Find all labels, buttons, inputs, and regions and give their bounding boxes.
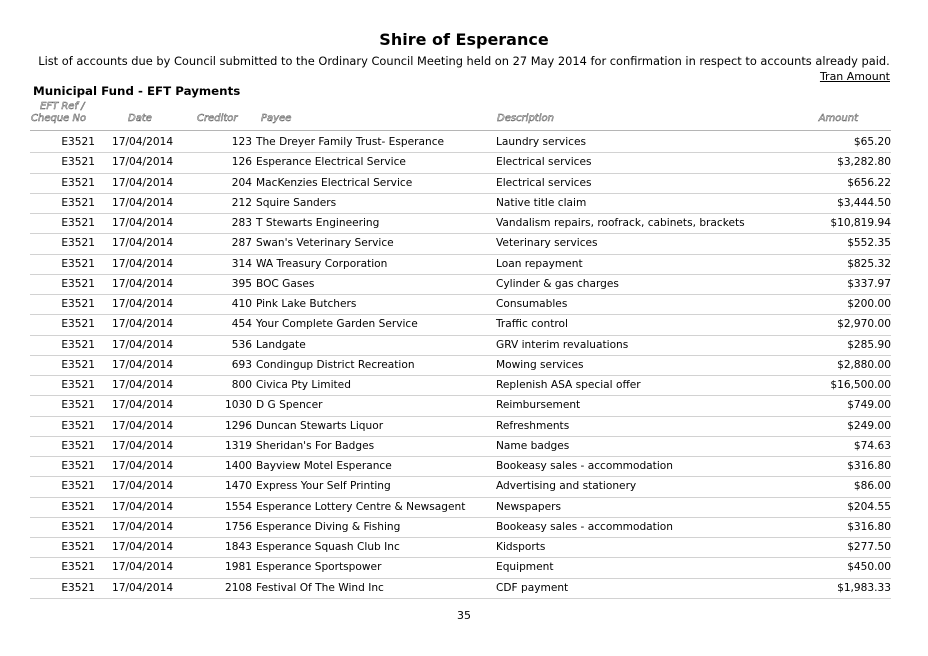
cell-amount: $656.22 [847,176,891,189]
cell-payee: Condingup District Recreation [256,358,415,371]
cell-description: CDF payment [496,581,569,594]
cell-eft-ref: E3521 [61,379,95,391]
cell-payee: Sheridan's For Badges [256,439,375,452]
cell-description: Advertising and stationery [496,480,637,493]
table-row [30,498,891,518]
cell-description: Consumables [496,298,568,310]
table-row [30,538,891,558]
cell-eft-ref: E3521 [61,500,95,513]
cell-description: Bookeasy sales - accommodation [496,520,673,533]
table-row [30,153,891,173]
cell-eft-ref: E3521 [61,156,95,169]
cell-creditor: 1843 [225,541,252,553]
cell-payee: Bayview Motel Esperance [256,460,392,472]
cell-date: 17/04/2014 [112,196,174,209]
cell-payee: Civica Pty Limited [256,379,351,391]
cell-creditor: 314 [231,257,252,270]
cell-description: Laundry services [496,136,587,148]
page-subtitle: List of accounts due by Council submitted to the Ordinary Council Meeting held on 27 May 2014 for confirmation in respect to accounts already paid. [38,54,890,68]
table-row [30,214,891,234]
table-row [30,437,891,457]
cell-payee: MacKenzies Electrical Service [256,176,413,189]
cell-payee: Express Your Self Printing [256,480,391,493]
cell-amount: $74.63 [853,439,891,452]
cell-creditor: 1400 [225,460,252,472]
cell-date: 17/04/2014 [112,399,174,412]
cell-creditor: 410 [231,298,252,310]
cell-description: Equipment [496,561,554,574]
cell-eft-ref: E3521 [61,561,95,574]
cell-creditor: 204 [231,176,252,189]
cell-creditor: 2108 [225,581,252,594]
cell-description: Reimbursement [496,399,581,412]
cell-description: Veterinary services [496,237,598,250]
table-row [30,133,891,153]
cell-payee: Your Complete Garden Service [256,318,418,331]
cell-amount: $825.32 [847,257,891,270]
cell-payee: D G Spencer [256,399,323,412]
cell-creditor: 283 [231,217,252,229]
cell-description: Name badges [496,439,570,452]
cell-date: 17/04/2014 [112,358,174,371]
cell-eft-ref: E3521 [61,460,95,472]
cell-creditor: 123 [231,136,252,148]
cell-description: Cylinder & gas charges [496,277,619,290]
cell-creditor: 287 [231,237,252,250]
cell-date: 17/04/2014 [112,136,174,148]
cell-date: 17/04/2014 [112,217,174,229]
table-row [30,518,891,538]
cell-description: Traffic control [496,318,568,331]
cell-eft-ref: E3521 [61,358,95,371]
table-row [30,295,891,315]
cell-eft-ref: E3521 [61,520,95,533]
cell-creditor: 212 [231,196,252,209]
cell-eft-ref: E3521 [61,581,95,594]
cell-amount: $749.00 [847,399,891,412]
cell-date: 17/04/2014 [112,500,174,513]
cell-amount: $1,983.33 [837,581,891,594]
cell-payee: Esperance Squash Club Inc [256,541,400,553]
cell-eft-ref: E3521 [61,217,95,229]
cell-payee: Squire Sanders [256,196,337,209]
cell-amount: $450.00 [847,561,891,574]
page-title: Shire of Esperance [379,30,549,49]
table-row [30,194,891,214]
column-header-creditor: Creditor [197,113,238,124]
column-header-eft-ref: EFT Ref / [40,101,85,112]
cell-date: 17/04/2014 [112,581,174,594]
tran-amount-heading: Tran Amount [819,70,890,83]
cell-amount: $316.80 [847,520,891,533]
cell-date: 17/04/2014 [112,460,174,472]
cell-payee: Esperance Electrical Service [256,156,406,169]
cell-description: Replenish ASA special offer [496,379,641,391]
cell-payee: Pink Lake Butchers [256,298,357,310]
section-heading: Municipal Fund - EFT Payments [33,84,241,98]
cell-amount: $3,282.80 [837,156,891,169]
cell-eft-ref: E3521 [61,338,95,351]
table-row [30,234,891,254]
cell-date: 17/04/2014 [112,338,174,351]
cell-amount: $2,970.00 [837,318,891,331]
cell-amount: $552.35 [847,237,891,250]
table-row [30,174,891,194]
cell-description: GRV interim revaluations [496,338,629,351]
cell-eft-ref: E3521 [61,237,95,250]
cell-date: 17/04/2014 [112,419,174,432]
cell-creditor: 1756 [225,520,252,533]
table-row [30,579,891,599]
cell-amount: $285.90 [847,338,891,351]
table-row [30,336,891,356]
cell-description: Vandalism repairs, roofrack, cabinets, brackets [496,217,745,229]
cell-amount: $277.50 [847,541,891,553]
table-row [30,417,891,437]
table-row [30,255,891,275]
cell-eft-ref: E3521 [61,318,95,331]
cell-creditor: 1981 [225,561,252,574]
cell-creditor: 1030 [225,399,252,412]
cell-creditor: 395 [231,277,252,290]
cell-eft-ref: E3521 [61,399,95,412]
cell-date: 17/04/2014 [112,439,174,452]
cell-creditor: 693 [231,358,252,371]
cell-eft-ref: E3521 [61,541,95,553]
cell-eft-ref: E3521 [61,419,95,432]
cell-amount: $10,819.94 [830,217,891,229]
column-header-date: Date [128,113,152,124]
cell-eft-ref: E3521 [61,136,95,148]
cell-description: Native title claim [496,196,587,209]
header-divider [30,130,891,131]
cell-creditor: 454 [231,318,252,331]
cell-eft-ref: E3521 [61,196,95,209]
cell-description: Electrical services [496,156,592,169]
cell-eft-ref: E3521 [61,298,95,310]
table-row [30,315,891,335]
cell-amount: $316.80 [847,460,891,472]
cell-eft-ref: E3521 [61,277,95,290]
cell-amount: $249.00 [847,419,891,432]
cell-amount: $3,444.50 [837,196,891,209]
cell-date: 17/04/2014 [112,541,174,553]
cell-creditor: 1554 [225,500,252,513]
cell-description: Bookeasy sales - accommodation [496,460,673,472]
column-header-description: Description [497,113,554,124]
cell-payee: Festival Of The Wind Inc [256,581,384,594]
cell-amount: $16,500.00 [830,379,891,391]
cell-amount: $204.55 [847,500,891,513]
table-row [30,376,891,396]
cell-date: 17/04/2014 [112,277,174,290]
cell-eft-ref: E3521 [61,439,95,452]
cell-date: 17/04/2014 [112,156,174,169]
payments-table [30,133,891,599]
cell-eft-ref: E3521 [61,257,95,270]
cell-description: Electrical services [496,176,592,189]
cell-creditor: 1470 [225,480,252,493]
column-header-cheque-no: Cheque No [31,113,87,124]
cell-description: Kidsports [496,541,546,553]
cell-payee: WA Treasury Corporation [256,257,388,270]
page-number: 35 [457,609,471,622]
cell-creditor: 1296 [225,419,252,432]
cell-payee: Esperance Sportspower [256,561,382,574]
cell-date: 17/04/2014 [112,318,174,331]
cell-payee: Swan's Veterinary Service [256,237,394,250]
cell-date: 17/04/2014 [112,237,174,250]
cell-creditor: 1319 [225,439,252,452]
column-header-payee: Payee [261,113,292,124]
table-row [30,275,891,295]
cell-payee: BOC Gases [256,277,315,290]
cell-description: Newspapers [496,500,561,513]
cell-payee: Duncan Stewarts Liquor [256,419,384,432]
table-row [30,477,891,497]
cell-date: 17/04/2014 [112,257,174,270]
cell-amount: $65.20 [853,136,891,148]
cell-eft-ref: E3521 [61,480,95,493]
cell-payee: T Stewarts Engineering [256,217,380,229]
cell-creditor: 126 [231,156,252,169]
table-row [30,356,891,376]
table-row [30,457,891,477]
cell-payee: Esperance Lottery Centre & Newsagent [256,500,466,513]
cell-date: 17/04/2014 [112,520,174,533]
cell-date: 17/04/2014 [112,480,174,493]
table-row [30,396,891,416]
cell-payee: The Dreyer Family Trust- Esperance [256,136,445,148]
table-row [30,558,891,578]
cell-payee: Landgate [256,338,306,351]
cell-creditor: 536 [231,338,252,351]
cell-amount: $337.97 [847,277,891,290]
cell-amount: $2,880.00 [837,358,891,371]
cell-amount: $200.00 [847,298,891,310]
cell-date: 17/04/2014 [112,298,174,310]
cell-date: 17/04/2014 [112,176,174,189]
cell-creditor: 800 [231,379,252,391]
cell-eft-ref: E3521 [61,176,95,189]
cell-description: Mowing services [496,358,584,371]
cell-payee: Esperance Diving & Fishing [256,520,401,533]
cell-description: Loan repayment [496,257,583,270]
cell-amount: $86.00 [853,480,891,493]
cell-description: Refreshments [496,419,570,432]
cell-date: 17/04/2014 [112,561,174,574]
column-header-amount: Amount [818,113,858,124]
cell-date: 17/04/2014 [112,379,174,391]
